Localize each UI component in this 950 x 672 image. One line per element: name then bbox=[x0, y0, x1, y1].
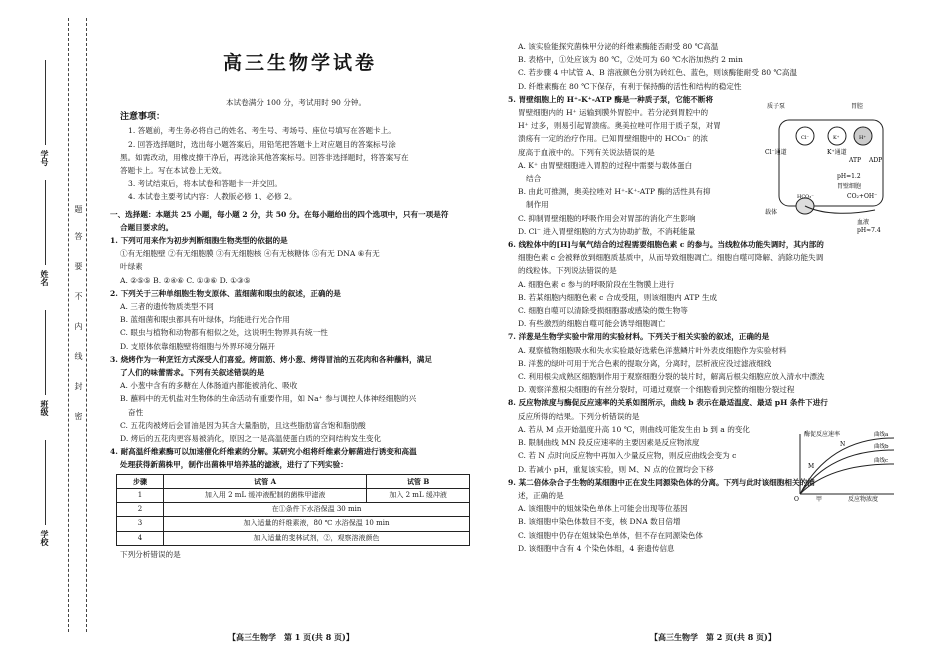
question-line: C. 若 N 点时向反应物中再加入少量反应物，则反应曲线会变为 c bbox=[518, 451, 737, 461]
question-line: 叶绿素 bbox=[120, 262, 143, 272]
question-line: B. 限制曲线 MN 段反应速率的主要因素是反应物浓度 bbox=[518, 438, 700, 448]
gastric-cell-diagram bbox=[765, 98, 895, 236]
table-cell: 加入用 2 mL 缓冲液配制的菌株甲滤液 bbox=[164, 488, 367, 502]
origin-label: O bbox=[794, 496, 799, 502]
question-line: A. 若从 M 点开始温度升高 10 ℃，则曲线可能发生由 b 到 a 的变化 bbox=[518, 424, 751, 434]
question-line: 胃壁细胞内的 H⁺ 运输到膜外胃腔中。若分泌到胃腔中的 bbox=[518, 108, 709, 118]
class-blank[interactable] bbox=[45, 310, 46, 395]
school-label: 学校 bbox=[40, 530, 50, 546]
question-line: 奋性 bbox=[128, 407, 144, 417]
question-line: C. 五花肉被烤后会冒油是因为其含大量脂肪，且这些脂肪富含饱和脂肪酸 bbox=[120, 420, 366, 430]
note-line: 黑。如需改动，用橡皮擦干净后，再选涂其他答案标号。回答非选择题时，将答案写在 bbox=[120, 152, 409, 162]
question-line: D. 烤后的五花肉更容易被消化，原因之一是高温使蛋白质的空间结构发生变化 bbox=[120, 434, 382, 444]
seal-char: 题 bbox=[74, 205, 83, 214]
question-line: 度高于血液中的。下列有关说法错误的是 bbox=[518, 147, 655, 157]
question-line: 1. 下列可用来作为初步判断细胞生物类型的依据的是 bbox=[110, 236, 288, 246]
experiment-table bbox=[116, 474, 470, 546]
name-label: 姓名 bbox=[40, 270, 50, 286]
school-blank[interactable] bbox=[45, 440, 46, 525]
question-line: 结合 bbox=[526, 174, 542, 184]
table-cell: 加入适量的纤维素液，80 ℃ 水浴保温 10 min bbox=[164, 517, 470, 531]
fig5-label: 载体 bbox=[765, 209, 778, 216]
table-header-cell: 试管 B bbox=[367, 474, 470, 488]
fig5-label: pH≈7.4 bbox=[857, 227, 881, 234]
fig5-label: CO₂+OH⁻ bbox=[847, 193, 878, 200]
question-line: B. 洋葱的绿叶可用于光合色素的提取分离，分离时，层析液应没过滤液细线 bbox=[518, 358, 772, 368]
question-line: C. 若步骤 4 中试管 A、B 溶液颜色分别为砖红色、蓝色，则该酶能耐受 80 ℃高温 bbox=[518, 68, 798, 78]
table-row bbox=[117, 503, 470, 517]
blood-vessel-line bbox=[805, 206, 875, 213]
note-line: 答题卡上。写在本试卷上无效。 bbox=[120, 166, 227, 176]
seal-char: 不 bbox=[74, 292, 83, 301]
question-line: C. 该细胞中仍存在姐妹染色单体，但不存在同源染色体 bbox=[518, 530, 704, 540]
student-id-label: 学号 bbox=[40, 150, 50, 166]
curve-b bbox=[800, 450, 894, 494]
seal-char: 内 bbox=[74, 322, 83, 331]
section-heading-cont: 合题目要求的。 bbox=[120, 222, 174, 232]
question-line: 7. 洋葱是生物学实验中常用的实验材料。下列关于相关实验的叙述，正确的是 bbox=[508, 332, 770, 342]
question-line: 的线粒体。下列说法错误的是 bbox=[518, 266, 617, 276]
question-line: 处理获得新菌株甲，制作出菌株甲培养基的滤液，进行了下列实验： bbox=[120, 460, 348, 470]
enzyme-rate-graph bbox=[790, 430, 898, 502]
note-line: 1. 答题前，考生务必将自己的姓名、考生号、考场号、座位号填写在答题卡上。 bbox=[128, 126, 396, 136]
page-1-column bbox=[110, 96, 482, 561]
question-line: 制作用 bbox=[526, 200, 549, 210]
fig5-label: Cl⁻通道 bbox=[765, 149, 787, 156]
question-line: 反应所得的结果。下列分析错误的是 bbox=[518, 411, 640, 421]
question-line: A. 观察植物细胞吸水和失水实验最好选紫色洋葱鳞片叶外表皮细胞作为实验材料 bbox=[518, 345, 787, 355]
table-cell: 2 bbox=[117, 503, 164, 517]
curve-label: 曲线b bbox=[874, 444, 889, 450]
question-line: B. 蘸料中的无机盐对生物体的生命活动有重要作用，如 Na⁺ 参与调控人体神经细胞的兴 bbox=[120, 394, 417, 404]
question-line: 3. 烧烤作为一种烹饪方式深受人们喜爱。烤面筋、烤小葱、烤得冒油的五花肉和各种蘸料，满足 bbox=[110, 354, 432, 364]
section-heading: 一、选择题：本题共 25 小题，每小题 2 分，共 50 分。在每小题给出的四个选项中，只有一项是符 bbox=[110, 209, 449, 219]
question-line: D. Cl⁻ 进入胃壁细胞的方式为协助扩散，不消耗能量 bbox=[518, 226, 696, 236]
question-line: 2. 下列关于三种单细胞生物支原体、蓝细菌和眼虫的叙述，正确的是 bbox=[110, 288, 341, 298]
question-4-prompt: 下列分析错误的是 bbox=[120, 549, 181, 559]
question-line: D. 该细胞中含有 4 个染色体组，4 套遗传信息 bbox=[518, 543, 675, 553]
question-line: A. 该细胞中的姐妹染色单体上可能会出现等位基因 bbox=[518, 504, 688, 514]
note-line: 3. 考试结束后，将本试卷和答题卡一并交回。 bbox=[128, 179, 282, 189]
fig5-label: 质子泵 bbox=[767, 103, 786, 110]
question-line: B. 表格中，①处应该为 80 ℃，②处可为 60 ℃水浴加热约 2 min bbox=[518, 55, 743, 65]
question-line: A. K⁺ 由胃壁细胞进入胃腔的过程中需要与载体蛋白 bbox=[518, 160, 693, 170]
graph-ylabel: 酶促反应速率 bbox=[804, 431, 841, 438]
question-line: 6. 线粒体中的[H]与氧气结合的过程需要细胞色素 c 的参与。当线粒体功能失调时，其内部的 bbox=[508, 240, 824, 250]
fig5-label: ADP bbox=[869, 157, 883, 164]
question-line: 8. 反应物浓度与酶促反应速率的关系如图所示，曲线 b 表示在最适温度、最适 pH 条件下进行 bbox=[508, 398, 828, 408]
table-cell: 加入 2 mL 缓冲液 bbox=[367, 488, 470, 502]
student-id-blank[interactable] bbox=[45, 60, 46, 145]
question-line: 述，正确的是 bbox=[518, 490, 564, 500]
table-cell: 在①条件下水浴保温 30 min bbox=[164, 503, 470, 517]
table-cell: 1 bbox=[117, 488, 164, 502]
seal-char: 封 bbox=[74, 382, 83, 391]
question-line: 了人们的味蕾需求。下列有关叙述错误的是 bbox=[120, 368, 265, 378]
question-line: A. ②⑤⑤ B. ②④⑥ C. ①③⑥ D. ①③⑤ bbox=[120, 275, 251, 285]
fig5-label: H⁺ bbox=[859, 135, 866, 141]
question-line: A. 该实验能探究菌株甲分泌的纤维素酶能否耐受 80 ℃高温 bbox=[518, 42, 719, 51]
class-label: 班级 bbox=[40, 400, 50, 416]
footer-page-1: 【高三生物学 第 1 页(共 8 页)】 bbox=[228, 632, 354, 642]
fig5-label: 血液 bbox=[857, 219, 870, 226]
seal-char: 答 bbox=[74, 232, 83, 241]
question-line: A. 三者的遗传物质类型不同 bbox=[120, 302, 214, 312]
question-line: ①有无细胞壁 ②有无细胞膜 ③有无细胞核 ④有无核糖体 ⑤有无 DNA ⑥有无 bbox=[120, 249, 380, 259]
fig5-label: Cl⁻ bbox=[801, 135, 810, 141]
question-line: H⁺ 过多，则易引起胃溃疡。奥美拉唑可作用于质子泵，对胃 bbox=[518, 121, 721, 131]
question-line: C. 抑制胃壁细胞的呼吸作用会对胃部的消化产生影响 bbox=[518, 213, 696, 223]
question-line: B. 由此可推测，奥美拉唑对 H⁺-K⁺-ATP 酶的活性具有抑 bbox=[518, 187, 711, 197]
question-line: B. 若某细胞内细胞色素 c 合成受阻，则该细胞内 ATP 生成 bbox=[518, 292, 718, 302]
question-line: D. 若减小 pH，重复该实验，则 M、N 点的位置均会下移 bbox=[518, 464, 714, 474]
question-line: 细胞色素 c 会被释放到细胞质基质中，从而导致细胞凋亡。细胞自噬可降解、消除功能失调 bbox=[518, 253, 824, 263]
seal-char: 密 bbox=[74, 412, 83, 421]
fig5-label: 胃腔 bbox=[851, 103, 864, 110]
point-label: N bbox=[840, 441, 846, 448]
table-row bbox=[117, 517, 470, 531]
table-header-cell: 步骤 bbox=[117, 474, 164, 488]
notes-title: 注意事项： bbox=[120, 112, 166, 123]
question-line: 9. 某二倍体杂合子生物的某细胞中正在发生同源染色体的分离。下列与此时该细胞相关的描 bbox=[508, 477, 815, 487]
question-line: A. 小葱中含有的多糖在人体肠道内都能被消化、吸收 bbox=[120, 381, 298, 391]
seal-char: 线 bbox=[74, 352, 83, 361]
question-line: D. 纤维素酶在 80 ℃下保存，有利于保持酶的活性和结构的稳定性 bbox=[518, 81, 742, 91]
question-line: C. 眼虫与植物和动物都有相似之处，这说明生物界具有统一性 bbox=[120, 328, 328, 338]
note-line: 2. 回答选择题时，选出每小题答案后，用铅笔把答题卡上对应题目的答案标号涂 bbox=[128, 139, 396, 149]
note-line: 4. 本试卷主要考试内容：人教版必修 1、必修 2。 bbox=[128, 192, 297, 202]
seal-line-outer bbox=[86, 18, 87, 632]
table-cell: 4 bbox=[117, 531, 164, 545]
exam-title: 高三生物学试卷 bbox=[222, 52, 377, 74]
name-blank[interactable] bbox=[45, 180, 46, 265]
table-row bbox=[117, 531, 470, 545]
seal-line bbox=[68, 18, 69, 632]
table-header-cell: 试管 A bbox=[164, 474, 367, 488]
questions-1-4 bbox=[110, 234, 482, 472]
table-header bbox=[117, 474, 470, 488]
fig5-label: 胃壁细胞 bbox=[837, 183, 862, 190]
question-line: 4. 耐高温纤维素酶可以加速催化纤维素的分解。某研究小组将纤维素分解菌进行诱变和高温 bbox=[110, 447, 417, 457]
question-line: A. 细胞色素 c 参与的呼吸阶段在生物膜上进行 bbox=[518, 279, 675, 289]
fig5-label: K⁺通道 bbox=[827, 149, 847, 156]
footer-page-2: 【高三生物学 第 2 页(共 8 页)】 bbox=[650, 632, 776, 642]
fig5-label: HCO₃⁻ bbox=[797, 194, 814, 200]
question-line: 溃疡有一定的治疗作用。已知胃壁细胞中的 HCO₃⁻ 的浓 bbox=[518, 134, 709, 144]
question-line: C. 利用根尖成熟区细胞制作用于观察细胞分裂的装片时，解离后根尖细胞应放入清水中漂洗 bbox=[518, 372, 825, 382]
seal-char: 要 bbox=[74, 262, 83, 271]
question-line: C. 细胞自噬可以清除受损细胞器或感染的微生物等 bbox=[518, 306, 688, 316]
fig5-label: pH=1.2 bbox=[837, 173, 861, 180]
question-line: 5. 胃壁细胞上的 H⁺-K⁺-ATP 酶是一种质子泵，它能不断将 bbox=[508, 94, 714, 104]
fig5-label: ATP bbox=[849, 157, 862, 164]
question-line: B. 蓝细菌和眼虫都具有叶绿体，均能进行光合作用 bbox=[120, 315, 290, 325]
fig5-label: K⁺ bbox=[833, 135, 840, 141]
table-cell: 加入适量的斐林试剂，②，观察溶液颜色 bbox=[164, 531, 470, 545]
question-line: B. 该细胞中染色体数目不变，核 DNA 数目倍增 bbox=[518, 517, 681, 527]
curve-label: 曲线c bbox=[874, 458, 889, 464]
exam-subtitle: 本试卷满分 100 分，考试用时 90 分钟。 bbox=[225, 98, 367, 107]
tick-label: 甲 bbox=[816, 496, 823, 502]
table-cell: 3 bbox=[117, 517, 164, 531]
question-line: D. 观察洋葱根尖细胞的有丝分裂时，可通过观察一个细胞看到完整的细胞分裂过程 bbox=[518, 385, 795, 395]
question-line: D. 支原体依靠细胞壁将细胞与外界环境分隔开 bbox=[120, 341, 275, 351]
question-line: D. 有些激烈的细胞自噬可能会诱导细胞凋亡 bbox=[518, 319, 666, 329]
table-row bbox=[117, 488, 470, 502]
point-label: M bbox=[808, 463, 815, 470]
graph-xlabel: 反应物浓度 bbox=[848, 496, 879, 502]
binding-margin bbox=[0, 0, 92, 672]
curve-label: 曲线a bbox=[874, 432, 889, 438]
